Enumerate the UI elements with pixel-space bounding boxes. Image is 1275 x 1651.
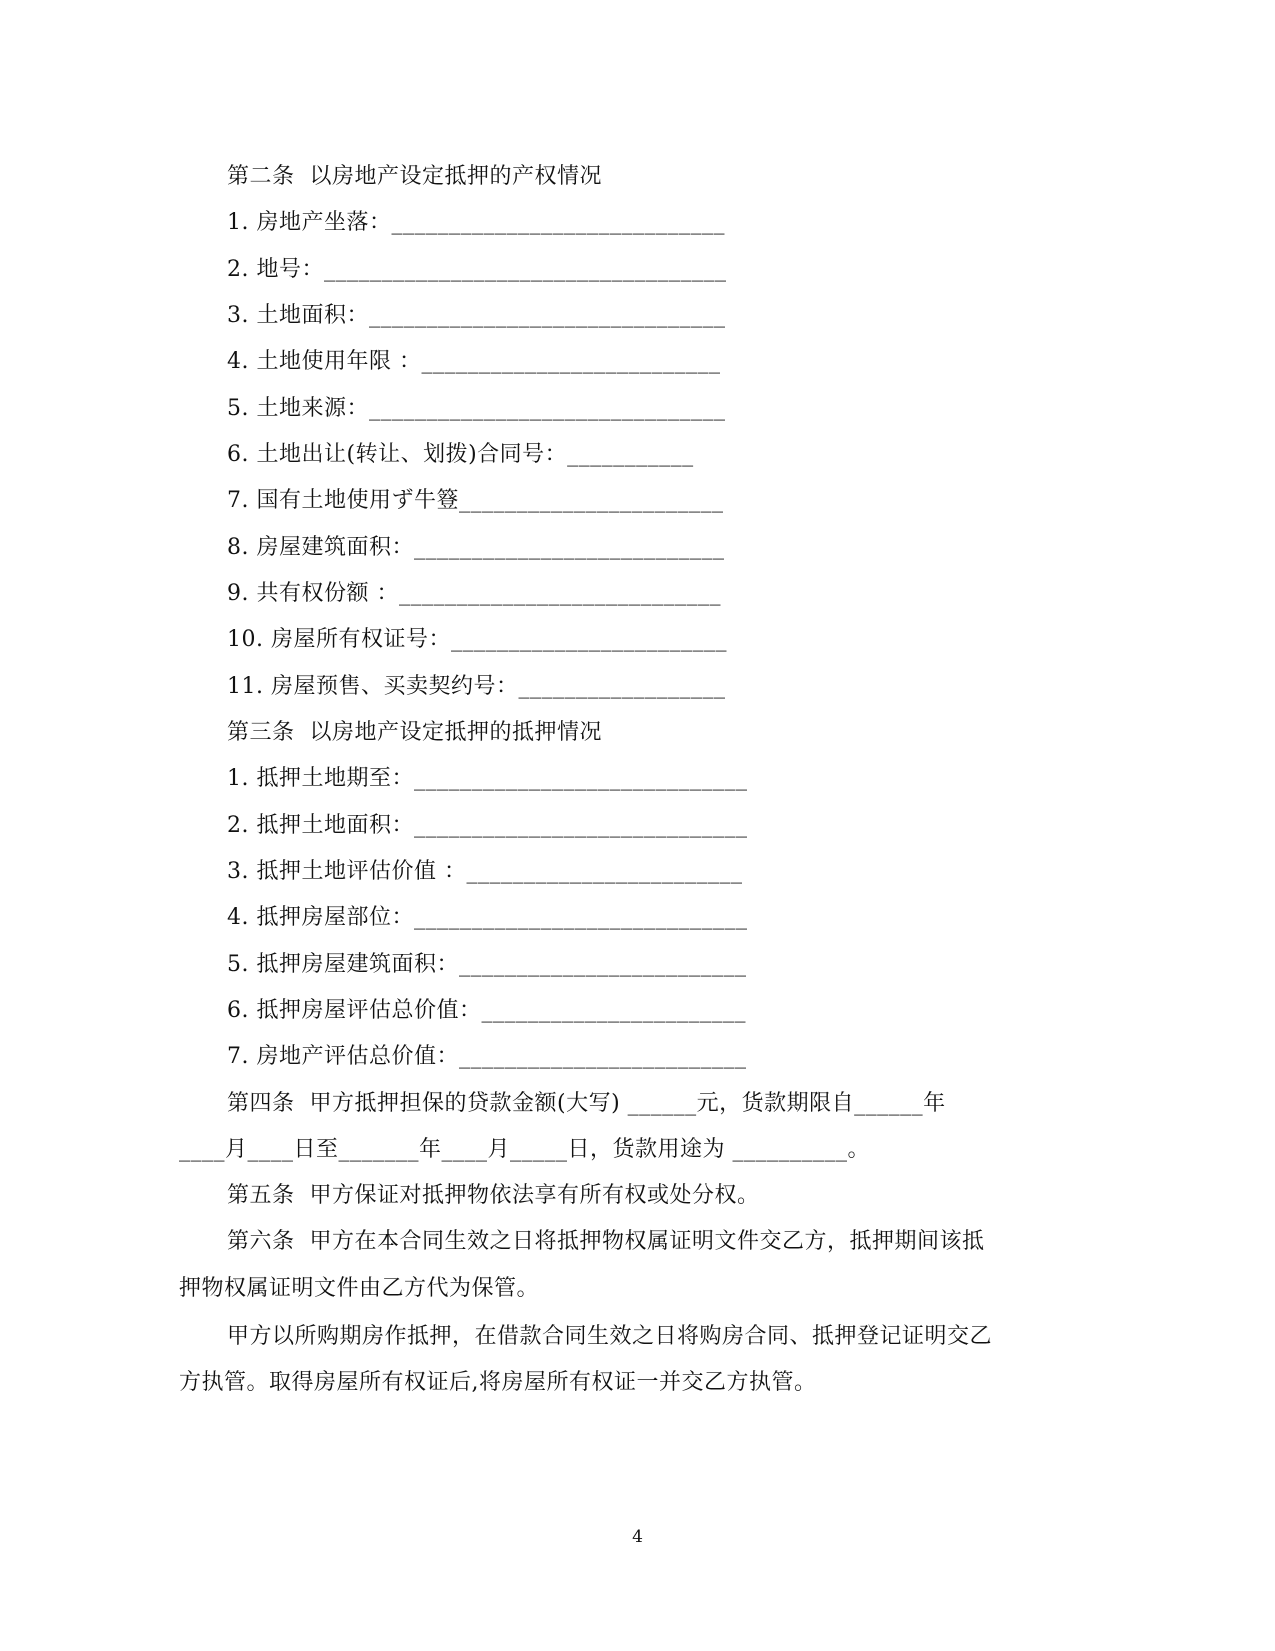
- field-land-use-term: 4. 土地使用年限 ：__________________________: [227, 349, 721, 374]
- field-building-area: 8. 房屋建筑面积：___________________________: [227, 535, 725, 560]
- field-land-area: 3. 土地面积：_______________________________: [227, 303, 726, 328]
- field-presale-contract-number: 11. 房屋预售、买卖契约号：__________________: [227, 674, 726, 699]
- field-mortgage-house-area: 5. 抵押房屋建筑面积：_________________________: [227, 952, 747, 977]
- field-mortgage-house-part: 4. 抵押房屋部位：_____________________________: [227, 905, 748, 930]
- article-6-line-2: 押物权属证明文件由乙方代为保管。: [179, 1276, 540, 1301]
- field-property-total-value: 7. 房地产评估总价值：_________________________: [227, 1044, 747, 1069]
- field-lot-number: 2. 地号：___________________________________: [227, 257, 727, 282]
- field-co-ownership-share: 9. 共有权份额 ：____________________________: [227, 581, 721, 606]
- article-5: 第五条 甲方保证对抵押物依法享有所有权或处分权。: [227, 1183, 760, 1208]
- field-mortgage-land-value: 3. 抵押土地评估价值 ：________________________: [227, 859, 743, 884]
- field-mortgage-land-term: 1. 抵押土地期至：_____________________________: [227, 766, 748, 791]
- field-land-contract-number: 6. 土地出让(转让、划拨)合同号：___________: [227, 442, 694, 467]
- field-state-land-use-cert: 7. 国有土地使用ず牛簦_______________________: [227, 488, 724, 513]
- article-2-heading: 第二条 以房地产设定抵押的产权情况: [227, 164, 602, 189]
- field-mortgage-house-value: 6. 抵押房屋评估总价值：_______________________: [227, 998, 746, 1023]
- field-mortgage-land-area: 2. 抵押土地面积：_____________________________: [227, 813, 748, 838]
- article-4-line-2: ____月____日至_______年____月_____日，货款用途为 __________。: [179, 1137, 870, 1162]
- field-ownership-cert-number: 10. 房屋所有权证号：________________________: [227, 627, 727, 652]
- paragraph-forward-house-line-2: 方执管。取得房屋所有权证后,将房屋所有权证一并交乙方执管。: [179, 1370, 817, 1395]
- field-property-location: 1. 房地产坐落：_____________________________: [227, 210, 725, 235]
- page-number: 4: [632, 1527, 643, 1547]
- article-3-heading: 第三条 以房地产设定抵押的抵押情况: [227, 720, 602, 745]
- article-4-line-1: 第四条 甲方抵押担保的贷款金额(大写) ______元，货款期限自______年: [227, 1091, 946, 1116]
- paragraph-forward-house-line-1: 甲方以所购期房作抵押，在借款合同生效之日将购房合同、抵押登记证明交乙: [227, 1324, 993, 1349]
- field-land-source: 5. 土地来源：_______________________________: [227, 396, 726, 421]
- article-6-line-1: 第六条 甲方在本合同生效之日将抵押物权属证明文件交乙方，抵押期间该抵: [227, 1229, 985, 1254]
